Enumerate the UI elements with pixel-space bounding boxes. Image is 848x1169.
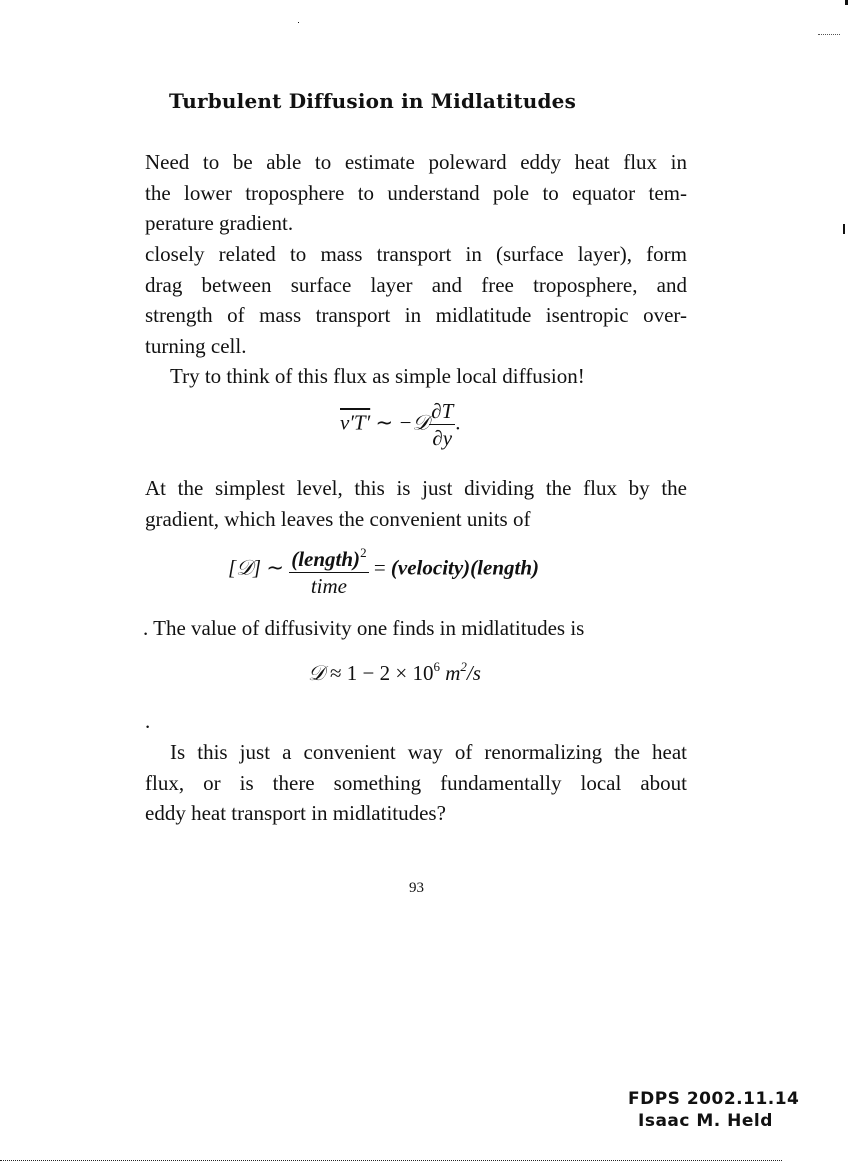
paragraph-line: flux, or is there something fundamentally local about: [145, 771, 687, 795]
scan-mark: [818, 34, 840, 35]
paragraph-line: . The value of diffusivity one finds in midlatitudes is: [143, 616, 585, 640]
eq2-eq: =: [373, 555, 386, 580]
eq1-lhs: v′T′: [340, 410, 371, 435]
eq3-unit-exp: 2: [460, 659, 467, 674]
paragraph-line: At the simplest level, this is just dividing the flux by the: [145, 476, 687, 500]
eq3-lhs: 𝒟: [308, 661, 325, 685]
equation-units: [228, 540, 539, 599]
eq2-numerator: [289, 540, 368, 573]
eq2-numerator-exp: 2: [360, 545, 367, 560]
eq2-fraction: [289, 540, 368, 599]
eq2-lhs: [𝒟]: [228, 555, 262, 580]
eq3-value: 1 − 2 × 10: [346, 661, 434, 685]
page-title: Turbulent Diffusion in Midlatitudes: [169, 89, 577, 113]
scan-edge-line: [0, 1160, 782, 1162]
paragraph-line: gradient, which leaves the convenient units of: [145, 507, 531, 531]
equation-flux-gradient: [340, 398, 461, 451]
annotation-line: FDPS 2002.11.14: [628, 1089, 800, 1109]
annotation-line: Isaac M. Held: [638, 1111, 773, 1131]
handwritten-annotation: [628, 1088, 799, 1132]
stray-period: .: [145, 709, 151, 733]
paragraph-line: Need to be able to estimate poleward eddy heat flux in: [145, 150, 687, 174]
paragraph-line: Is this just a convenient way of renormalizing the heat: [170, 740, 687, 764]
eq1-trail: .: [455, 410, 461, 435]
eq1-rel: ∼: [375, 410, 394, 435]
eq3-unit-base: m: [445, 661, 461, 685]
eq3-rel: ≈: [330, 661, 342, 685]
eq3-unit-tail: /s: [466, 661, 481, 685]
paragraph-line: the lower troposphere to understand pole to equator tem-: [145, 181, 687, 205]
paragraph-line: closely related to mass transport in (surface layer), form: [145, 242, 687, 266]
paragraph-line: turning cell.: [145, 334, 247, 358]
paragraph-line: drag between surface layer and free troposphere, and: [145, 273, 687, 297]
paragraph-line: strength of mass transport in midlatitude isentropic over-: [145, 303, 687, 327]
page-number: 93: [409, 880, 424, 896]
eq1-coef: −𝒟: [398, 410, 430, 435]
eq1-fraction: [429, 398, 455, 451]
scan-mark: [298, 22, 299, 23]
eq1-denominator: ∂y: [432, 426, 453, 450]
eq3-exp: 6: [433, 659, 440, 674]
paragraph-line: perature gradient.: [145, 211, 294, 235]
eq2-rhs: (velocity)(length): [390, 555, 540, 580]
eq3-unit: [445, 661, 481, 685]
paragraph-line: eddy heat transport in midlatitudes?: [145, 801, 446, 825]
eq2-rel: ∼: [266, 555, 284, 580]
scan-mark: [843, 224, 845, 234]
paragraph-line: Try to think of this flux as simple local diffusion!: [170, 364, 585, 388]
equation-diffusivity-value: [308, 659, 481, 686]
eq1-numerator: ∂T: [431, 399, 454, 423]
eq2-denominator: time: [310, 574, 347, 598]
eq2-numerator-text: (length): [291, 547, 361, 571]
